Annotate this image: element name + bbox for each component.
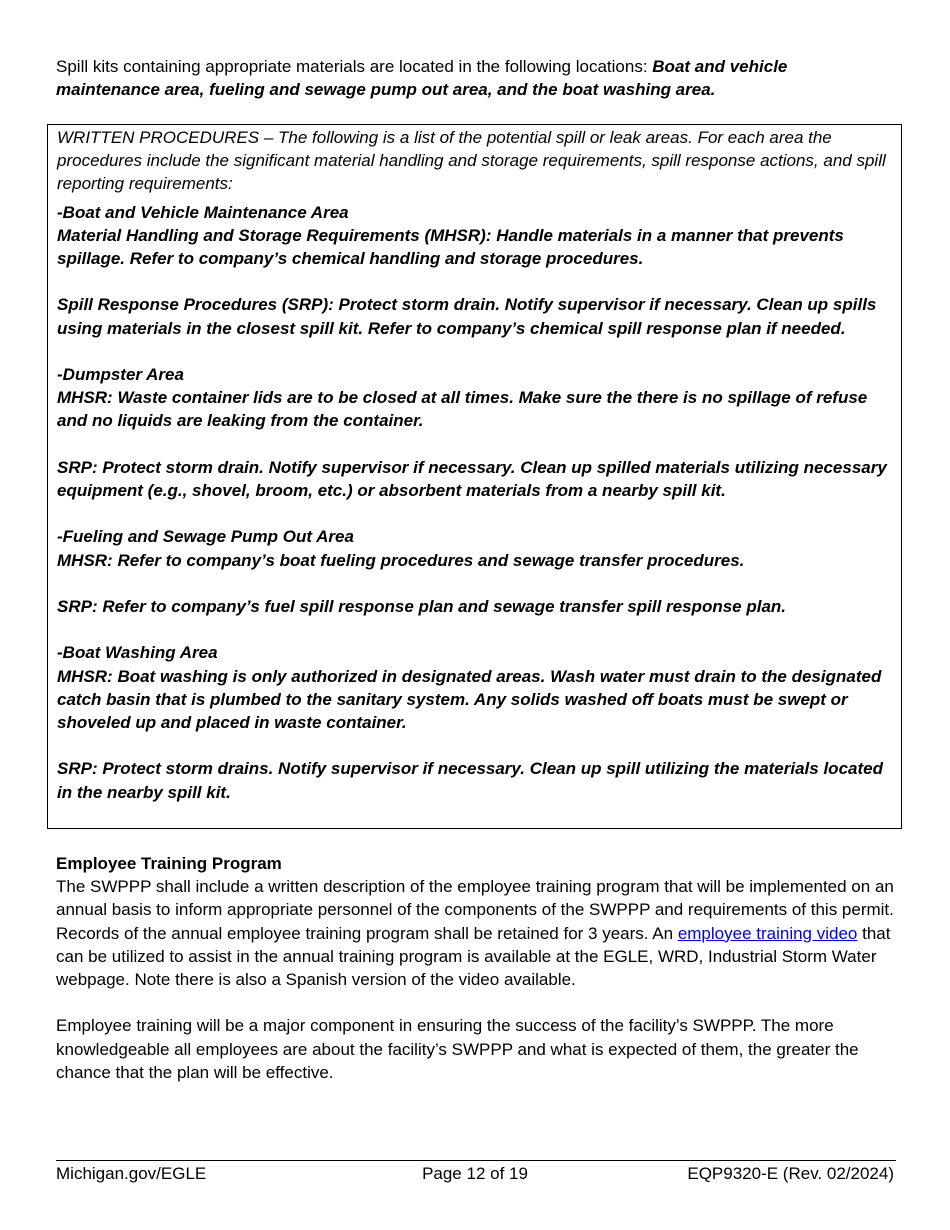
area-title: -Dumpster Area — [57, 365, 184, 384]
written-procedures-lead: WRITTEN PROCEDURES – The following is a list of the potential spill or leak areas. For each area the procedures include the significant material handling and storage requirements, spill response actions, and spill reporting requirements: — [57, 128, 886, 194]
employee-training-section — [56, 852, 896, 1084]
area-mhsr: MHSR: Refer to company’s boat fueling procedures and sewage transfer procedures. — [57, 550, 745, 570]
intro-text: Spill kits containing appropriate materials are located in the following locations: — [56, 57, 653, 76]
training-text-before-link: The SWPPP shall include a written description of the employee training program that will be implemented on an annual basis to inform appropriate personnel of the components of the SWPPP and requirements of this permit. Records of the annual employee training program shall be retained for 3 years. An — [56, 877, 894, 943]
area-title: -Boat Washing Area — [57, 643, 218, 663]
training-paragraph — [56, 875, 896, 991]
footer-divider — [56, 1160, 896, 1161]
area-mhsr: Material Handling and Storage Requirements (MHSR): Handle materials in a manner that prevents spillage. Refer to company’s chemical handling and storage procedures. — [57, 225, 844, 269]
footer-form-number: EQP9320-E (Rev. 02/2024) — [687, 1164, 894, 1183]
area-srp: SRP: Protect storm drains. Notify supervisor if necessary. Clean up spill utilizing the materials located in the nearby spill kit. — [57, 759, 883, 802]
area-srp: SRP: Protect storm drain. Notify supervisor if necessary. Clean up spilled materials utilizing necessary equipment (e.g., shovel, broom, etc.) or absorbent materials from a nearby spill kit. — [57, 457, 887, 500]
area-mhsr: MHSR: Waste container lids are to be closed at all times. Make sure the there is no spillage of refuse and no liquids are leaking from the container. — [57, 388, 868, 431]
spill-kit-locations-paragraph — [56, 55, 896, 101]
area-srp: Spill Response Procedures (SRP): Protect storm drain. Notify supervisor if necessary. Clean up spills using materials in the closest spill kit. Refer to company’s chemical spill response plan if needed. — [57, 295, 877, 338]
area-title: -Boat and Vehicle Maintenance Area — [57, 202, 349, 222]
area-title: -Fueling and Sewage Pump Out Area — [57, 527, 354, 547]
procedure-area — [57, 363, 897, 525]
area-mhsr: MHSR: Boat washing is only authorized in designated areas. Wash water must drain to the designated catch basin that is plumbed to the sanitary system. Any solids washed off boats must be swept or shoveled up and placed in waste container. — [57, 666, 882, 732]
footer-page-number: Page 12 of 19 — [422, 1164, 528, 1183]
training-importance-paragraph: Employee training will be a major component in ensuring the success of the facility’s SWPPP. The more knowledgeable all employees are about the facility’s SWPPP and what is expected of them, the greater the chance that the plan will be effective. — [56, 1016, 859, 1082]
area-srp: SRP: Refer to company’s fuel spill response plan and sewage transfer spill response plan. — [57, 596, 787, 616]
procedure-area — [57, 525, 897, 641]
section-heading: Employee Training Program — [56, 854, 282, 873]
employee-training-video-link[interactable]: employee training video — [677, 923, 858, 943]
footer-website: Michigan.gov/EGLE — [56, 1164, 207, 1183]
spill-kit-locations: Boat and vehicle maintenance area, fueling and sewage pump out area, and the boat washing area. — [56, 57, 788, 100]
procedure-area — [57, 201, 897, 363]
procedure-area — [57, 641, 897, 803]
training-text-after-link: that can be utilized to assist in the annual training program is available at the EGLE, WRD, Industrial Storm Water webpage. Note there is also a Spanish version of the video available. — [56, 923, 891, 990]
written-procedures-box — [47, 124, 902, 829]
